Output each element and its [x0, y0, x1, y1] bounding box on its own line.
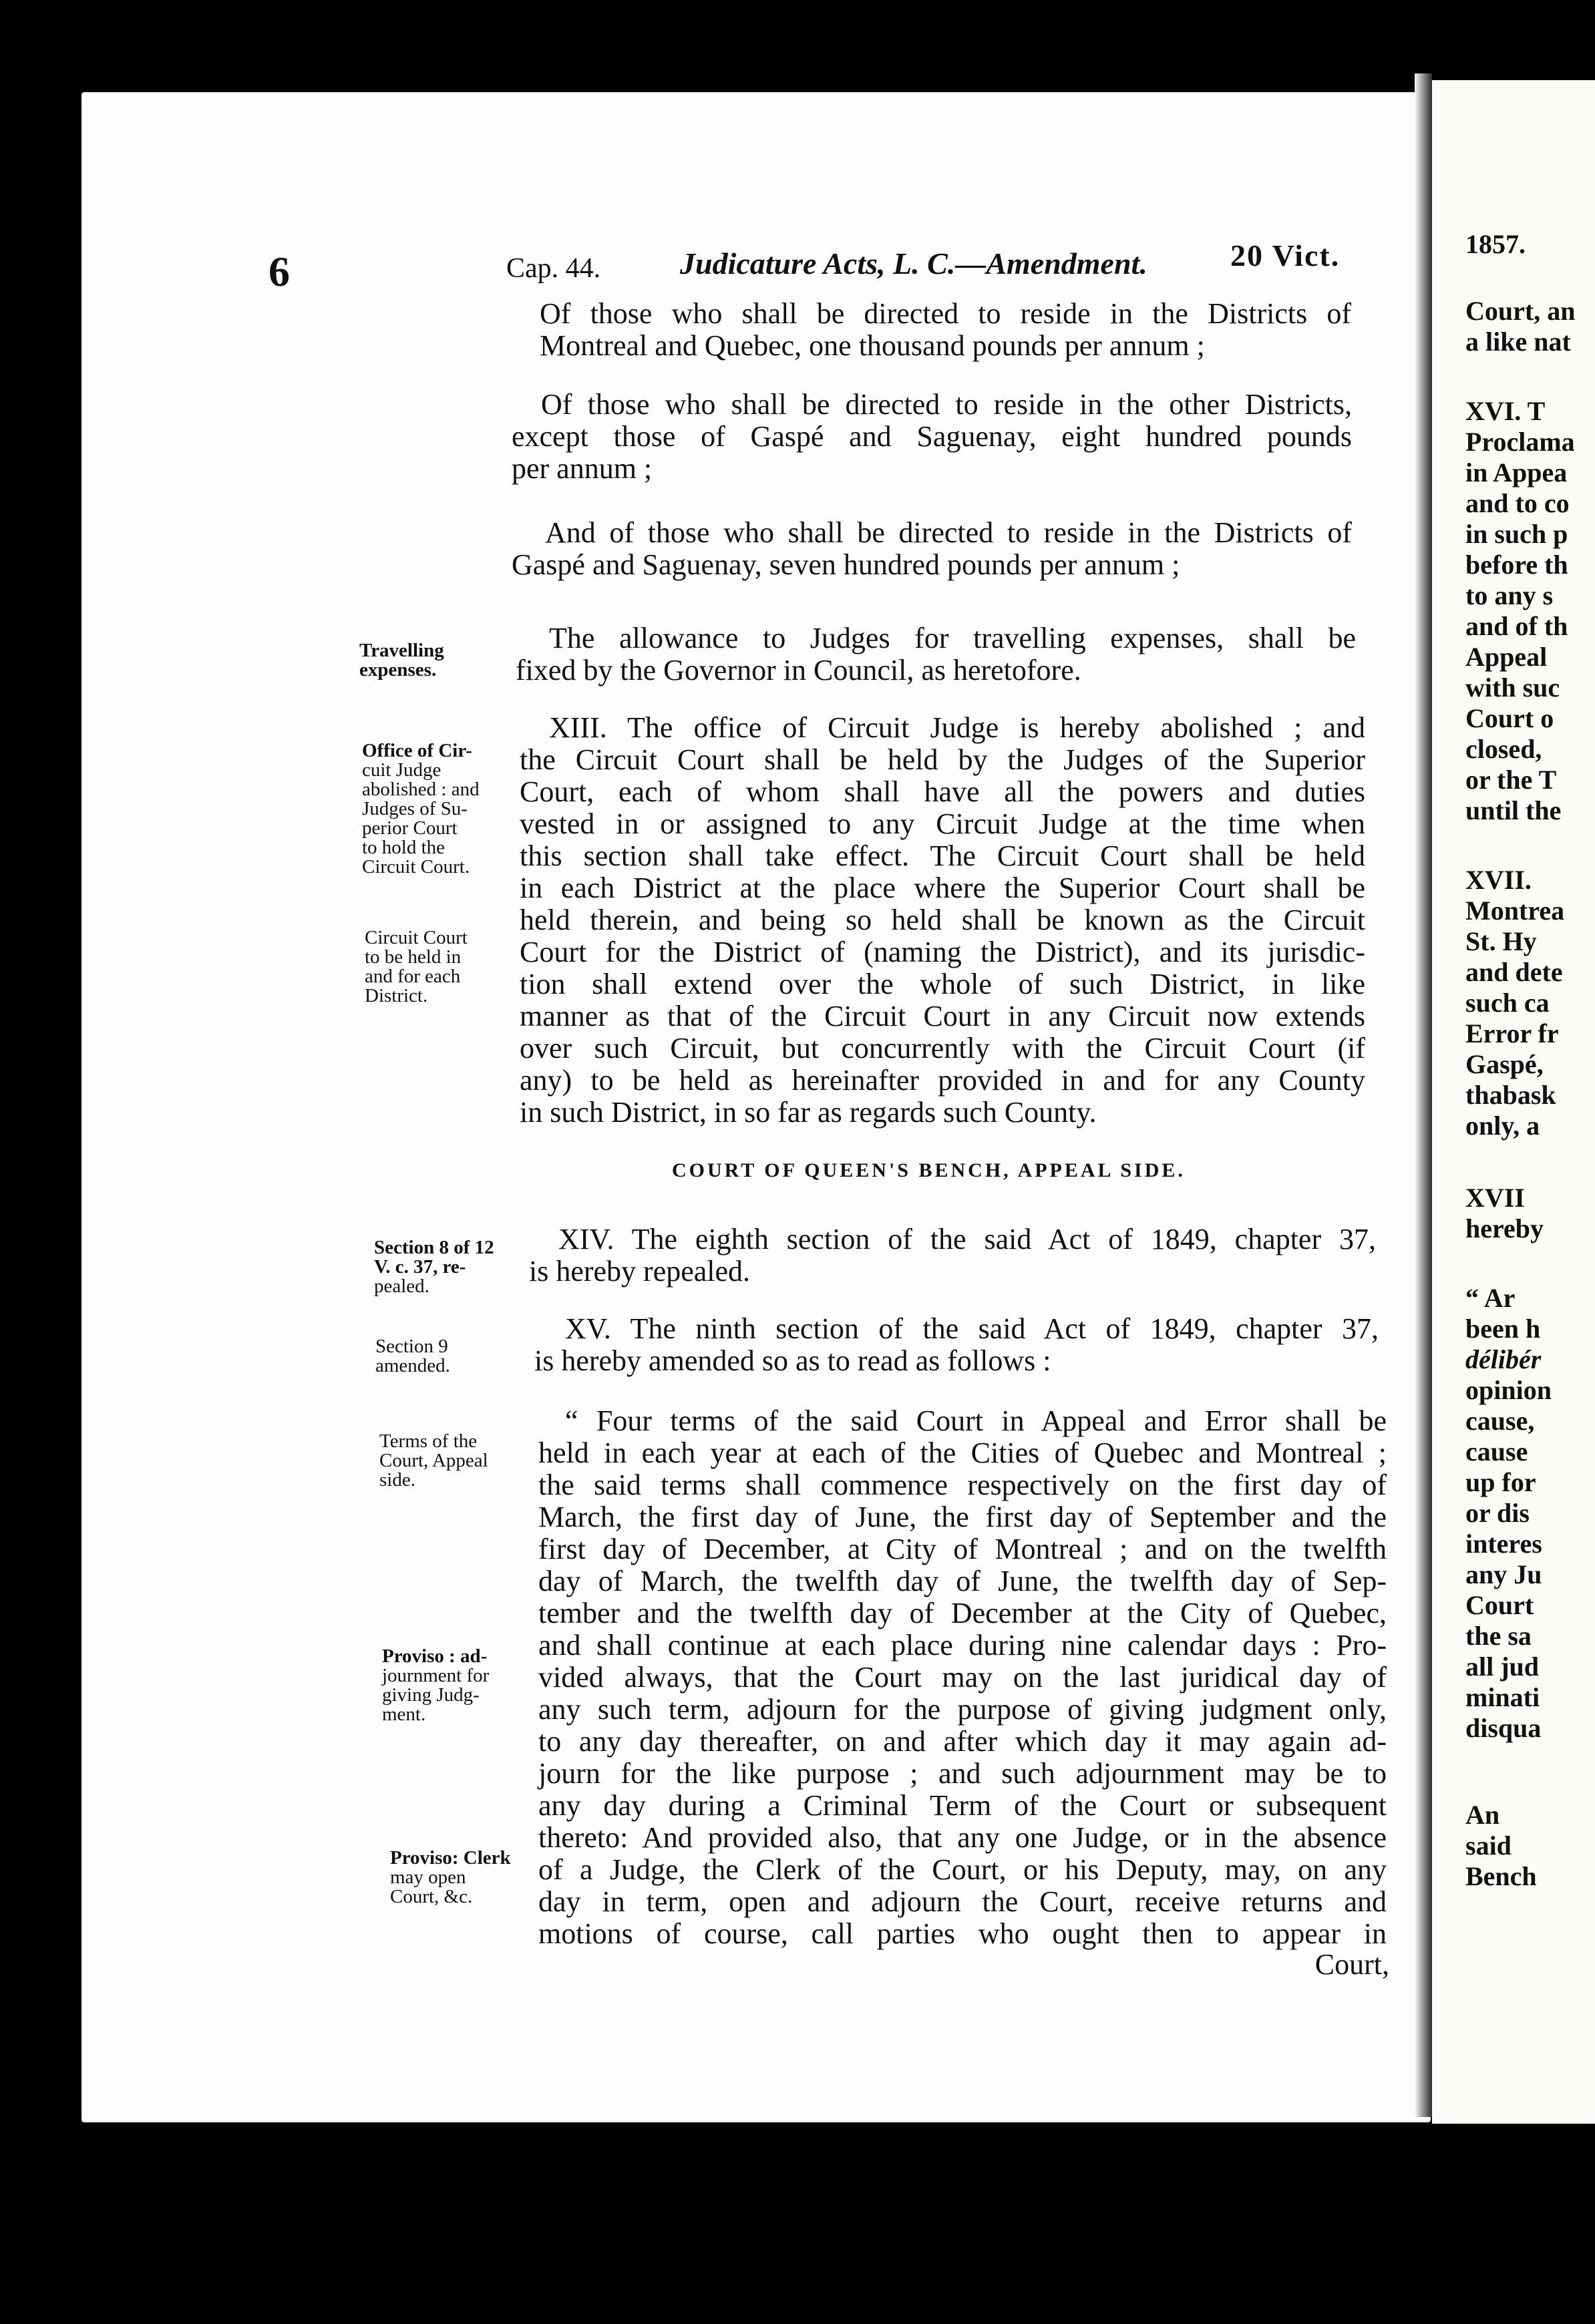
sidenote-travelling-expenses: Travelling expenses. [359, 640, 444, 681]
paragraph-salary-other-districts: Of those who shall be directed to reside in the other Districts, except those of Gaspé and Saguenay, eight hundred pounds per annum ; [512, 388, 1352, 485]
sidenote-section-9-amended: Section 9 amended. [375, 1336, 450, 1376]
chapter-label: Cap. 44. [506, 253, 601, 284]
section-heading: COURT OF QUEEN'S BENCH, APPEAL SIDE. [672, 1159, 1186, 1181]
catchword: Court, [1314, 1948, 1389, 1981]
paragraph-travelling-expenses: The allowance to Judges for travelling expenses, shall be fixed by the Governor in Council, as heretofore. [516, 622, 1356, 687]
book-gutter [1415, 73, 1432, 2117]
section-xiv-repeal: XIV. The eighth section of the said Act of 1849, chapter 37, is hereby repealed. [529, 1223, 1376, 1288]
section-xv-amendment: XV. The ninth section of the said Act of 1849, chapter 37, is hereby amended so as to read as follows : [534, 1312, 1379, 1377]
sidenote-proviso-adjournment: Proviso : ad- journment for giving Judg- ment. [382, 1645, 490, 1725]
sidenote-circuit-court-district: Circuit Court to be held in and for each District. [365, 927, 468, 1006]
paragraph-salary-gaspe-saguenay: And of those who shall be directed to reside in the Districts of Gaspé and Saguenay, seven hundred pounds per annum ; [512, 516, 1352, 581]
sidenote-proviso-clerk: Proviso: Clerk may open Court, &c. [390, 1847, 511, 1907]
running-title: Judicature Acts, L. C.—Amendment. [680, 246, 1147, 280]
page-number: 6 [269, 248, 290, 295]
regnal-year: 20 Vict. [1230, 238, 1341, 272]
sidenote-terms-of-court: Terms of the Court, Appeal side. [379, 1430, 488, 1491]
section-xiii-circuit-judge: XIII. The office of Circuit Judge is hereby abolished ; and the Circuit Court shall be held by the Judges of the Superior Court, each of whom shall have all the powers and duties vested in or assigned to any Circuit Judge at the time when this section shall take effect. The Circuit Court shall be held in each District at the place where the Superior Court shall be held therein, and being so held shall be known as the Circuit Court for the District of (naming the District), and its jurisdic- tion shall extend over the whole of such District, in like manner as that of the Circuit Court in any Circuit now extends over such Circuit, but concurrently with the Circuit Court (if any) to be held as hereinafter provided in and for any County in such District, in so far as regards such County. [520, 711, 1365, 1129]
facing-page: 1857. Court, an a like nat XVI. T Proclama in Appea and to co in such p before th to any s and of th Appeal with suc Court o closed, or the T until the XVII. Montrea St. Hy and dete such ca Error fr Gaspé, thabask only, a XVII hereby “ Ar been h délibér opinion cause, cause up for or dis interes any Ju Court the sa all jud minati disqua An said Bench [1432, 80, 1595, 2124]
quoted-amended-section: “ Four terms of the said Court in Appeal and Error shall be held in each year at each of the Cities of Quebec and Montreal ; the said terms shall commence respectively on the first day of March, the first day of June, the first day of September and the first day of December, at City of Montreal ; and on the twelfth day of March, the twelfth day of June, the twelfth day of Sep- tember and the twelfth day of December at the City of Quebec, and shall continue at each place during nine calendar days : Pro- vided always, that the Court may on the last juridical day of any such term, adjourn for the purpose of giving judgment only, to any day thereafter, on and after which day it may again ad- journ for the like purpose ; and such adjournment may be to any day during a Criminal Term of the Court or subsequent thereto: And provided also, that any one Judge, or in the absence of a Judge, the Clerk of the Court, or his Deputy, may, on any day in term, open and adjourn the Court, receive returns and motions of course, call parties who ought then to appear in [538, 1404, 1387, 1950]
sidenote-section-8-repealed: Section 8 of 12 V. c. 37, re- pealed. [374, 1237, 494, 1297]
paragraph-salary-montreal-quebec: Of those who shall be directed to reside in the Districts of Montreal and Quebec, one thousand pounds per annum ; [540, 297, 1351, 362]
sidenote-office-abolished: Office of Cir- cuit Judge abolished : and Judges of Su- perior Court to hold the Circuit Court. [362, 740, 480, 878]
